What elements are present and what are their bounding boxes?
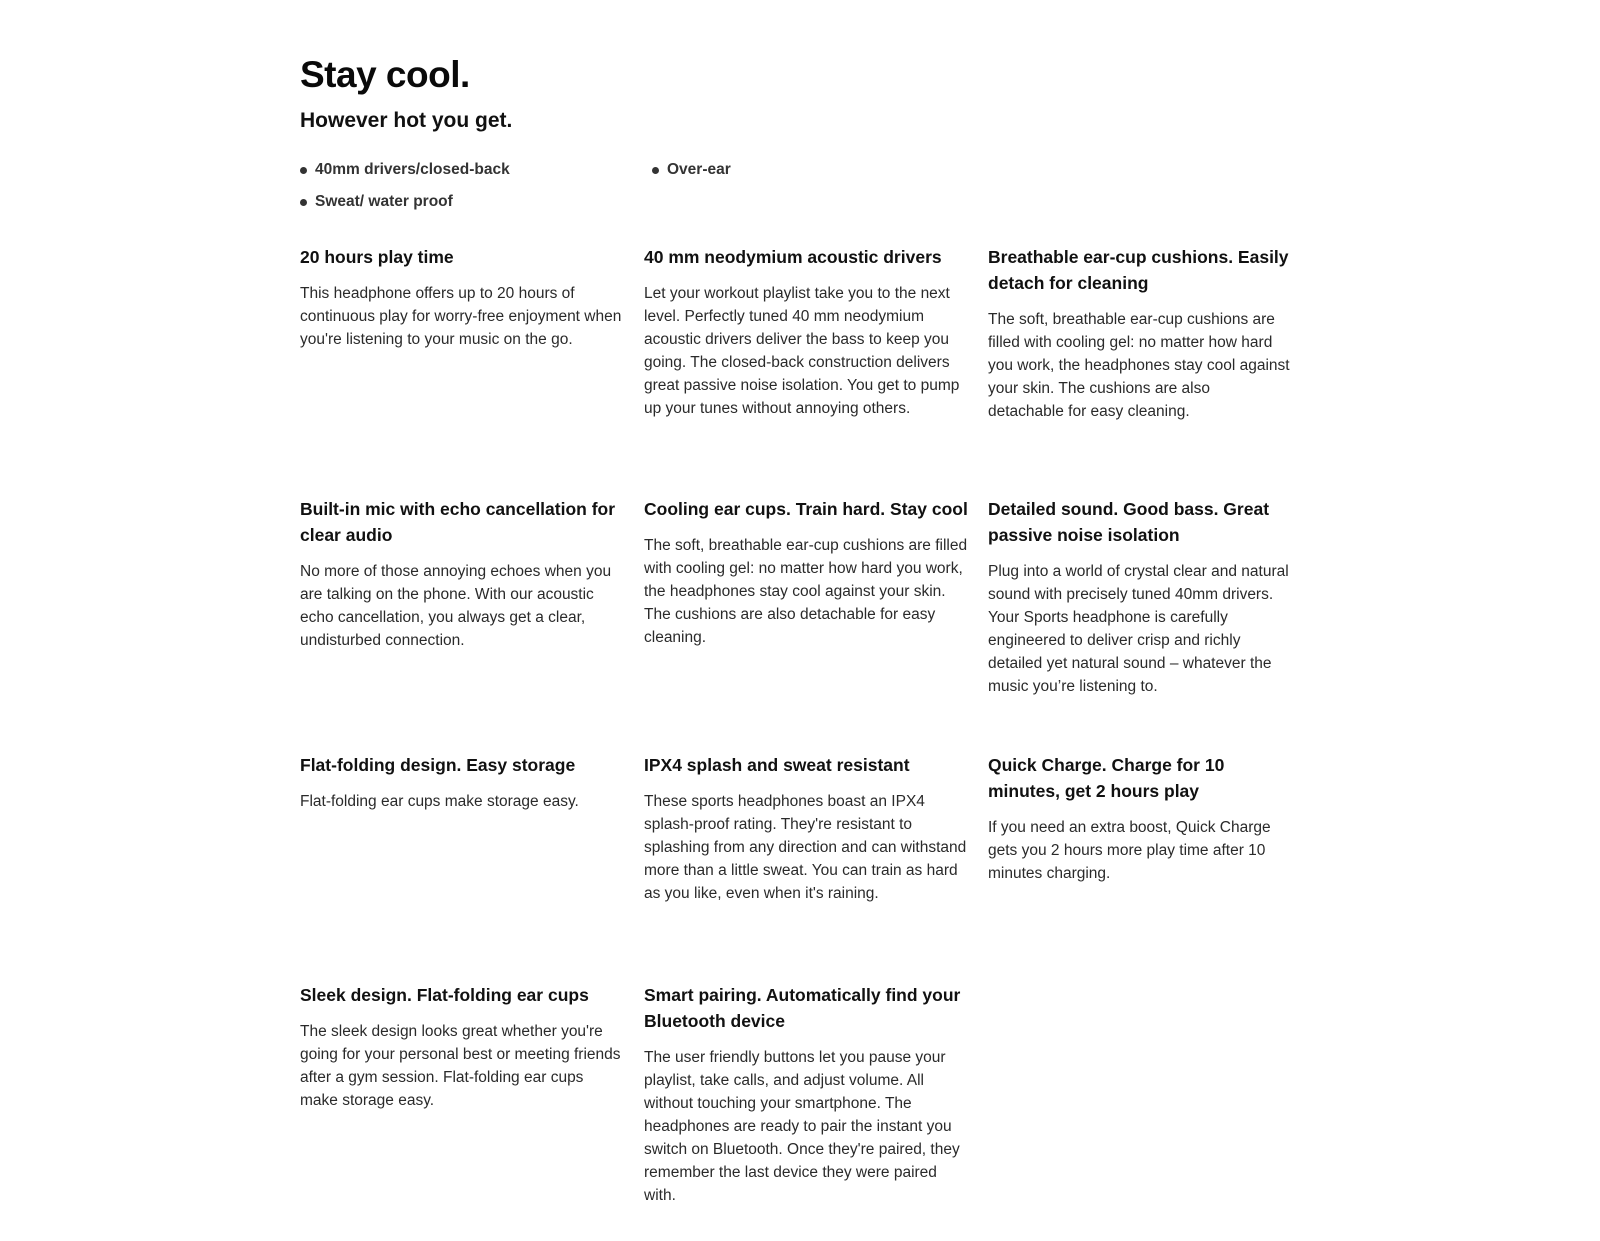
- feature-title: Detailed sound. Good bass. Great passive noise isolation: [988, 499, 1270, 545]
- feature-card: [644, 244, 988, 496]
- feature-title: Flat-folding design. Easy storage: [300, 755, 576, 775]
- feature-title: Built-in mic with echo cancellation for clear audio: [300, 499, 616, 545]
- feature-title: 20 hours play time: [300, 247, 454, 267]
- product-features-section: [300, 52, 1310, 1207]
- spec-bullet-label: Sweat/ water proof: [315, 193, 453, 210]
- spec-bullet: [300, 158, 652, 182]
- feature-description: The soft, breathable ear-cup cushions are filled with cooling gel: no matter how hard you work, the headphones stay cool against your skin. The cushions are also detachable for easy cleaning.: [644, 537, 968, 646]
- feature-title: Sleek design. Flat-folding ear cups: [300, 985, 589, 1005]
- feature-card: [644, 982, 988, 1207]
- feature-card: [988, 496, 1310, 752]
- spec-bullet-label: Over-ear: [667, 161, 731, 178]
- bullet-dot-icon: [300, 167, 307, 174]
- feature-description: The user friendly buttons let you pause your playlist, take calls, and adjust volume. All without touching your smartphone. The headphones are ready to pair the instant you switch on Bluetooth. Once they're paired, they remember the last device they were paired with.: [644, 1049, 960, 1204]
- feature-description: No more of those annoying echoes when you are talking on the phone. With our acoustic echo cancellation, you always get a clear, undisturbed connection.: [300, 563, 612, 649]
- feature-description: This headphone offers up to 20 hours of continuous play for worry-free enjoyment when you're listening to your music on the go.: [300, 285, 622, 348]
- feature-grid-empty-cell: [988, 982, 1310, 1207]
- feature-card: [300, 982, 644, 1207]
- spec-bullet-label: 40mm drivers/closed-back: [315, 161, 510, 178]
- bullet-dot-icon: [300, 199, 307, 206]
- spec-bullet: [300, 190, 652, 214]
- page-subtitle: However hot you get.: [300, 109, 513, 132]
- feature-title: Cooling ear cups. Train hard. Stay cool: [644, 499, 968, 519]
- feature-card: [988, 752, 1310, 982]
- feature-description: If you need an extra boost, Quick Charge gets you 2 hours more play time after 10 minutes charging.: [988, 819, 1271, 882]
- feature-title: Breathable ear-cup cushions. Easily detach for cleaning: [988, 247, 1289, 293]
- feature-grid: [300, 244, 1310, 1207]
- feature-description: These sports headphones boast an IPX4 splash-proof rating. They're resistant to splashing from any direction and can withstand more than a little sweat. You can train as hard as you like, even when it's raining.: [644, 793, 967, 902]
- feature-description: Plug into a world of crystal clear and natural sound with precisely tuned 40mm drivers. Your Sports headphone is carefully engineered to deliver crisp and richly detailed yet natural sound – whatever the music you’re listening to.: [988, 563, 1289, 695]
- feature-card: [988, 244, 1310, 496]
- feature-card: [300, 244, 644, 496]
- feature-title: IPX4 splash and sweat resistant: [644, 755, 910, 775]
- feature-description: The soft, breathable ear-cup cushions are filled with cooling gel: no matter how hard you work, the headphones stay cool against your skin. The cushions are also detachable for easy cleaning.: [988, 311, 1290, 420]
- feature-title: Smart pairing. Automatically find your Bluetooth device: [644, 985, 961, 1031]
- spec-bullet-list: [300, 158, 1310, 214]
- page-title: Stay cool.: [300, 54, 470, 95]
- feature-description: Flat-folding ear cups make storage easy.: [300, 793, 579, 810]
- feature-title: Quick Charge. Charge for 10 minutes, get 2 hours play: [988, 755, 1225, 801]
- feature-card: [644, 752, 988, 982]
- spec-bullet: [652, 158, 1004, 182]
- feature-description: The sleek design looks great whether you're going for your personal best or meeting friends after a gym session. Flat-folding ear cups make storage easy.: [300, 1023, 621, 1109]
- feature-card: [300, 752, 644, 982]
- bullet-dot-icon: [652, 167, 659, 174]
- feature-title: 40 mm neodymium acoustic drivers: [644, 247, 942, 267]
- feature-card: [300, 496, 644, 752]
- feature-description: Let your workout playlist take you to the next level. Perfectly tuned 40 mm neodymium acoustic drivers deliver the bass to keep you going. The closed-back construction delivers great passive noise isolation. You get to pump up your tunes without annoying others.: [644, 285, 960, 417]
- feature-card: [644, 496, 988, 752]
